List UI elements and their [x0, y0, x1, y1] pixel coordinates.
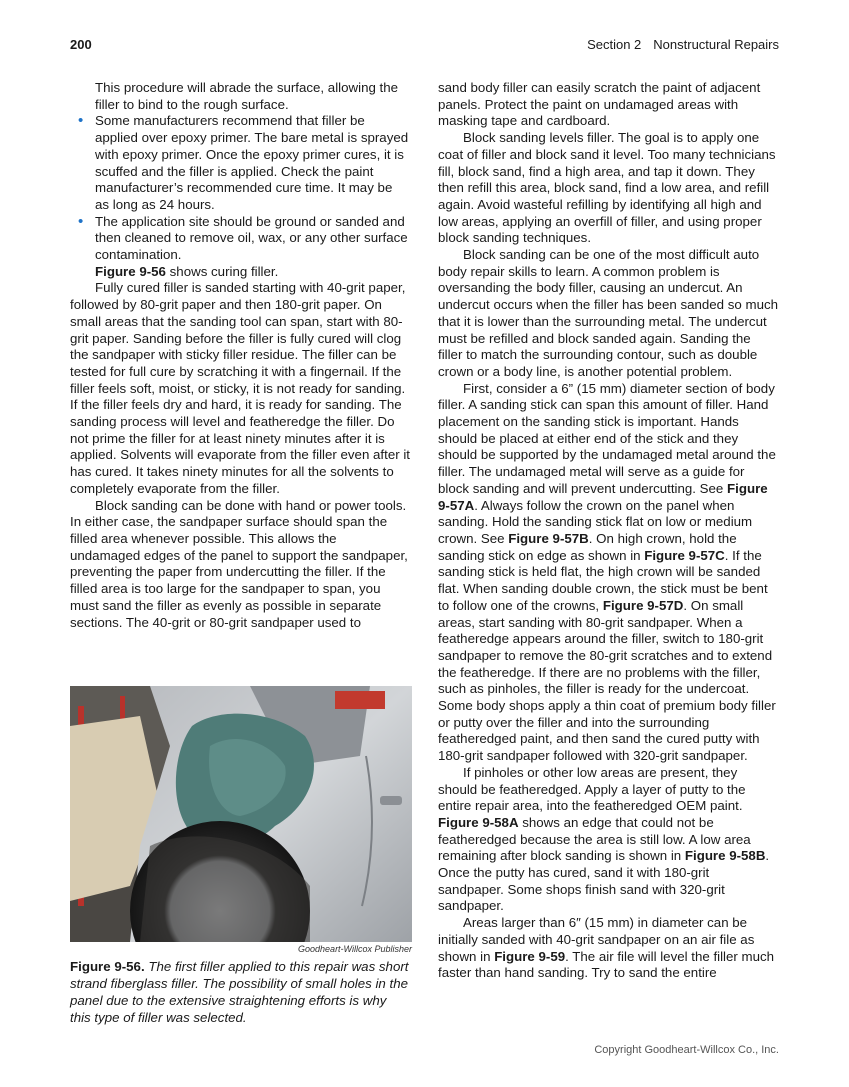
paragraph: Fully cured filler is sanded starting with 40-grit paper, followed by 80-grit paper and then 180-grit paper. On small areas that the sanding tool can span, start with 80-grit paper. Sanding before the filler is fully cured will clog the sandpaper with sticky filler residue. The filler can be tested for full cure by scratching it with a fingernail. If the filler feels soft, moist, or sticky, it is not ready for sanding. If the filler feels dry and hard, it is ready for sanding. The sanding process will level and featheredge the filler. Do not prime the filler for at least ninety minutes after it is applied. Solvents will evaporate from the filler even after it has cured. It takes ninety minutes for all the solvents to completely evaporate from the filler. — [70, 280, 410, 496]
bullet-icon: • — [78, 112, 84, 130]
bullet-text: The application site should be ground or sanded and then cleaned to remove oil, wax, or any other surface contamination. — [95, 213, 408, 263]
figure-reference: Figure 9-56 — [95, 263, 166, 279]
paragraph-text: If pinholes or other low areas are present, they should be featheredged. Apply a layer of putty to the entire repair area, into the featheredged OEM paint. — [438, 764, 746, 814]
page-number: 200 — [70, 37, 92, 52]
caption-text: The first filler applied to this repair was short strand fiberglass filler. The possibility of small holes in the panel due to the extensive straightening efforts is why this type of filler was selected. — [70, 959, 409, 1025]
list-item — [70, 113, 410, 213]
figure-reference-paragraph — [70, 264, 410, 281]
figure-reference: Figure 9-57D — [602, 597, 684, 613]
figure-reference: Figure 9-58A — [438, 814, 519, 830]
caption-label: Figure 9-56. — [70, 959, 145, 974]
paragraph-text: . The air file will level the filler much faster than hand sanding. Try to sand the entire — [438, 948, 775, 981]
paragraph: Block sanding levels filler. The goal is to apply one coat of filler and block sand it level. Too many technicians fill, block sand, find a high area, and tap it down. They then refill this area, block sand, find a low area, and refill again. Avoid wasteful refilling by identifying all high and low areas, applying an overfill of filler, and using proper block sanding techniques. — [438, 130, 776, 246]
paragraph-text: . Once the putty has cured, sand it with 180-grit sandpaper. Some shops finish sand with 320-grit sandpaper. — [438, 848, 770, 914]
paragraph: sand body filler can easily scratch the paint of adjacent panels. Protect the paint on undamaged areas with masking tape and cardboard. — [438, 80, 761, 129]
figure-reference: Figure 9-57A — [438, 480, 768, 513]
paragraph-text: . On small areas, start sanding with 80-grit sandpaper. When a featheredge appears around the filler, switch to 180-grit sandpaper to remove the 80-grit scratches and to extend the featheredge. If there are no problems with the filler, such as pinholes, the filler is ready for the undercoat. Some body shops apply a thin coat of premium body filler or putty over the filler and into the surrounding featheredged paint, and then sand the cured putty with 180-grit sandpaper followed with 320-grit sandpaper. — [438, 597, 776, 764]
figure-reference: Figure 9-59 — [494, 948, 566, 964]
figure-reference: Figure 9-57C — [644, 547, 725, 563]
intro-paragraph: This procedure will abrade the surface, allowing the filler to bind to the rough surface. — [95, 80, 399, 112]
paragraph-text: shows an edge that could not be featheredged because the area is still low. A low area remaining after block sanding is shown in — [438, 814, 751, 864]
paragraph-text: First, consider a 6” (15 mm) diameter section of body filler. A sanding stick can span this amount of filler. Hand placement on the sanding stick is important. Hands should be placed at either end of the stick and they should be supported by the undamaged metal around the filler. The undamaged metal will serve as a guide for block sanding and will prevent undercutting. See — [438, 380, 776, 496]
paragraph — [438, 765, 778, 915]
left-column — [70, 80, 410, 631]
figure-photo-filler-repair — [70, 686, 412, 942]
paragraph-text: . Always follow the crown on the panel when sanding. Hold the sanding stick flat on low or medium crown. See — [438, 497, 753, 546]
paragraph-text: Areas larger than 6″ (15 mm) in diameter can be initially sanded with 40-grit sandpaper on an air file as shown in — [438, 915, 755, 964]
figure-reference: Figure 9-58B — [684, 848, 766, 864]
figure-caption — [70, 958, 410, 1026]
running-header — [587, 37, 779, 52]
paragraph: Block sanding can be done with hand or power tools. In either case, the sandpaper surface should span the filled area whenever possible. This allows the undamaged edges of the panel to support the sandpaper, preventing the paper from undercutting the filler. If the filled area is too large for the sandpaper to span, you must sand the filler as evenly as possible in separate sections. The 40-grit or 80-grit sandpaper used to — [70, 497, 408, 630]
bullet-icon: • — [78, 212, 84, 230]
paragraph: Block sanding can be one of the most difficult auto body repair skills to learn. A common problem is oversanding the body filler, causing an undercut. An undercut occurs when the filler has been sanded so much that it is lower than the surrounding metal. The undercut must be refilled and block sanded again. Sanding the filler to match the surrounding contour, such as double crown or a body line, is another potential problem. — [438, 247, 779, 379]
car-quarter-panel-illustration — [70, 686, 412, 942]
paragraph — [438, 915, 778, 982]
bullet-text: Some manufacturers recommend that filler be applied over epoxy primer. The bare metal is sprayed with epoxy primer. Once the epoxy primer cures, it is scuffed and the filler is applied. Check the paint manufacturer’s recommended cure time. It may be as long as 24 hours. — [95, 113, 409, 212]
right-column — [438, 80, 778, 982]
copyright-footer: Copyright Goodheart-Willcox Co., Inc. — [594, 1044, 779, 1056]
paragraph — [438, 381, 778, 765]
paragraph-text: . If the sanding stick is held flat, the high crown will be sanded flat. When sanding double crown, the stick must be bent to follow one of the crowns, — [438, 547, 768, 613]
section-number: Section 2 — [587, 37, 642, 52]
bullet-list — [70, 113, 410, 263]
list-item — [70, 214, 410, 264]
figure-reference: Figure 9-57B — [508, 530, 589, 546]
paragraph-text: shows curing filler. — [165, 263, 279, 279]
section-title: Nonstructural Repairs — [653, 37, 779, 52]
paragraph-text: . On high crown, hold the sanding stick on edge as shown in — [438, 530, 737, 563]
photo-credit: Goodheart-Willcox Publisher — [298, 944, 412, 954]
